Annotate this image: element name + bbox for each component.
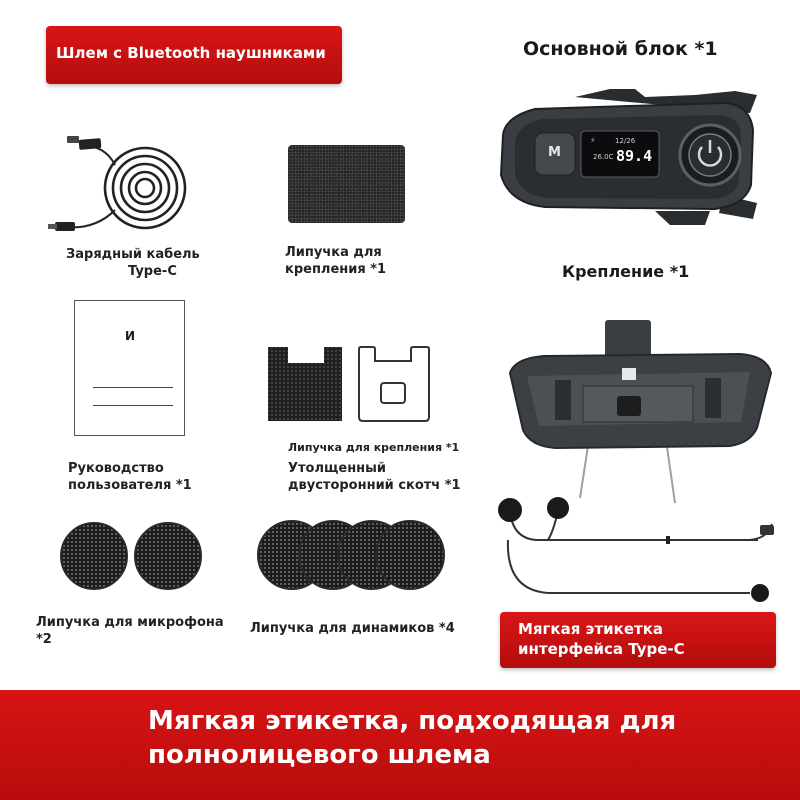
manual-cover-mark: И [125, 329, 136, 343]
velcro-tape-piece [266, 345, 346, 425]
header-tag [46, 26, 342, 84]
bottom-banner-text [148, 704, 676, 772]
screen-frequency: 89.4 [616, 147, 653, 165]
manual-line-2 [93, 405, 173, 406]
typec-tag-line1: Мягкая этикетка [518, 620, 663, 638]
manual-label-line1: Руководство [68, 461, 164, 476]
mic-velcro-2 [134, 522, 202, 590]
mount-bracket [505, 318, 775, 508]
cable-label [66, 246, 226, 280]
bottom-banner-line2: полнолицевого шлема [148, 740, 491, 770]
bottom-banner [0, 690, 800, 800]
velcro-mount-label-line1: Липучка для [285, 245, 382, 260]
typec-tag-line2: интерфейса Type-C [518, 640, 685, 658]
cable-label-line2: Type-C [128, 264, 177, 279]
header-tag-text: Шлем с Bluetooth наушниками [56, 44, 326, 62]
velcro-mount-label-line2: крепления *1 [285, 262, 387, 277]
mount-title: Крепление *1 [562, 262, 690, 281]
screen-temp: 26.0C [593, 153, 614, 161]
speaker-velcro-4 [375, 520, 445, 590]
m-button-label: M [548, 145, 561, 160]
velcro-mount-label [285, 244, 386, 278]
velcro-mount-pad [288, 145, 405, 223]
double-sided-tape-outline [355, 345, 435, 425]
mic-velcro-1 [60, 522, 128, 590]
speaker-velcro-label: Липучка для динамиков *4 [250, 621, 455, 636]
tape-label [288, 460, 461, 494]
headset-wiring [488, 490, 778, 620]
cable-label-line1: Зарядный кабель [66, 247, 200, 262]
mic-velcro-label-line2: *2 [36, 632, 52, 647]
main-unit-device [495, 85, 765, 230]
type-c-cable [45, 130, 195, 245]
screen-date: 12/26 [615, 137, 636, 145]
mic-velcro-label-line1: Липучка для микрофона [36, 615, 224, 630]
tape-label-line1: Утолщенный [288, 461, 387, 476]
manual-label [68, 460, 192, 494]
manual-line-1 [93, 387, 173, 388]
cable-coil-icon [45, 130, 195, 245]
bottom-banner-line1: Мягкая этикетка, подходящая для [148, 706, 677, 736]
main-unit-title: Основной блок *1 [523, 38, 718, 60]
user-manual [74, 300, 185, 436]
manual-label-line2: пользователя *1 [68, 478, 192, 493]
signal-icon: ⚡ [590, 136, 596, 145]
tape-small-label: Липучка для крепления *1 [288, 441, 460, 454]
typec-tag [500, 612, 776, 668]
mount-bracket-shape [505, 318, 775, 508]
tape-label-line2: двусторонний скотч *1 [288, 478, 461, 493]
mic-velcro-label [36, 614, 224, 648]
